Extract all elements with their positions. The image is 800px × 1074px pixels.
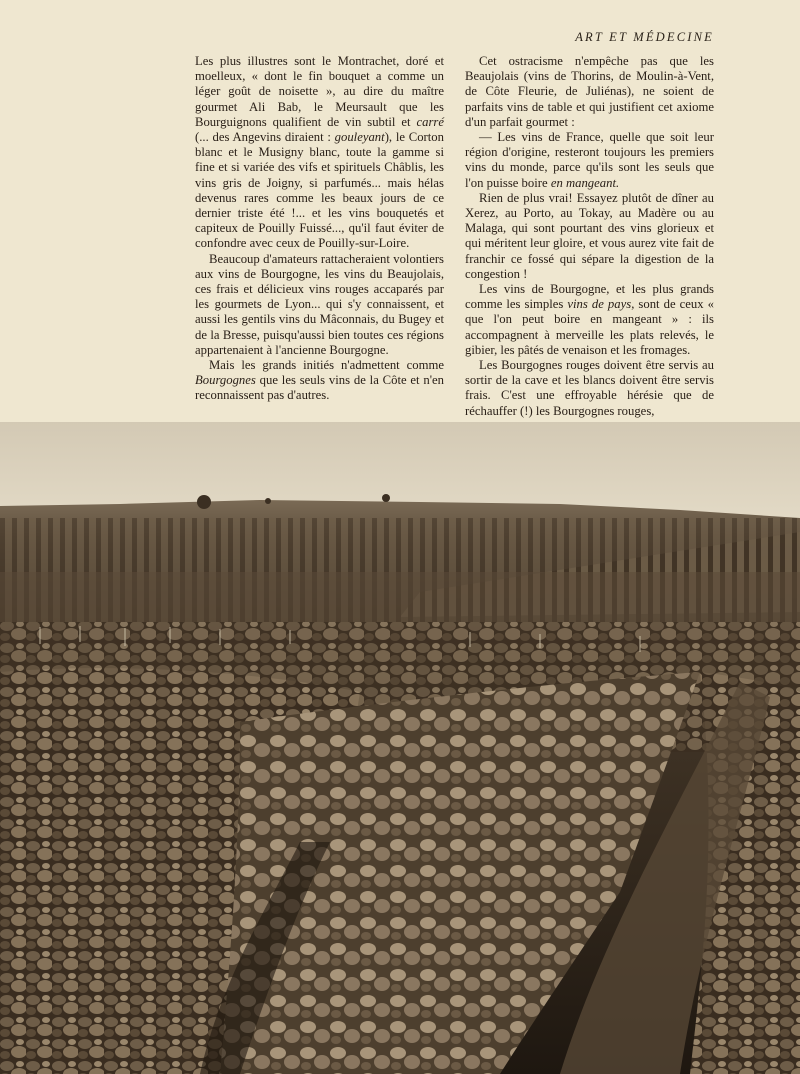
text-run: Beaucoup d'amateurs rattacheraient volontiers aux vins de Bourgogne, les vins du Beaujolais, ces frais et délicieux vins rouges accaparés par les gourmets de Lyon... qui s'y connaissent, et aussi les gentils vins du Mâconnais, du Bugey et de la Bresse, puisqu'aussi bien toutes ces régions appartenaient à l'ancienne Bourgogne. — [195, 251, 444, 357]
running-header: ART ET MÉDECINE — [575, 30, 714, 44]
text-run: Les vins de Bourgogne, et les plus grands comme les simples — [465, 282, 714, 312]
paragraph — [465, 130, 714, 191]
text-run: Les Bourgognes rouges doivent être servis au sortir de la cave et les blancs doivent être servis frais. C'est une effroyable hérésie que de réchauffer (!) les Bourgognes rouges, — [465, 358, 714, 418]
text-run: Rien de plus vrai! Essayez plutôt de dîner au Xerez, au Porto, au Tokay, au Madère ou au Malaga, qui sont pourtant des vins glorieux et qui méritent leur gloire, et vous aurez vite fait de franchir ce fossé qui sépare la digestion de la congestion ! — [465, 190, 714, 281]
text-run: — Les vins de France, quelle que soit leur région d'origine, resteront toujours les premiers vins du monde, parce qu'ils sont les seuls que l'on puisse boire — [465, 130, 714, 190]
paragraph — [195, 358, 444, 404]
italic-text: Bourgognes — [195, 373, 256, 388]
italic-text: gouleyant — [334, 130, 385, 145]
text-run: Les plus illustres sont le Montrachet, doré et moelleux, « dont le fin bouquet a comme un léger goût de noisette », au dire du maître gourmet Ali Bab, le Meursault que les Bourguignons qualifient de vin subtil et — [195, 54, 444, 129]
paragraph — [465, 358, 714, 419]
italic-text: en mangeant. — [550, 175, 620, 190]
right-column — [465, 54, 714, 419]
paragraph — [195, 54, 444, 252]
text-run: Mais les grands initiés n'admettent comme — [209, 358, 444, 373]
text-run: ), le Corton blanc et le Musigny blanc, toute la gamme si fine et si variée des vifs et spirituels Châblis, les vins gris de Joigny, si parfumés... mais hélas devenus rares comme les beaux jours de ce dernier triste été !... et les vins bouquetés et capiteux de Pouilly Fuissé..., qu'il faut éviter de confondre avec ceux de Pouilly-sur-Loire. — [195, 130, 444, 251]
article-body — [195, 54, 715, 418]
paragraph — [465, 191, 714, 282]
text-run: que les seuls vins de la Côte et n'en reconnaissent pas d'autres. — [195, 373, 444, 403]
text-run: , sont de ceux « que l'on peut boire en mangeant » : ils accompagnent à merveille les plats relevés, le gibier, les pâtés de venaison et les fromages. — [465, 297, 715, 357]
text-run: Cet ostracisme n'empêche pas que les Beaujolais (vins de Thorins, de Moulin-à-Vent, de Côte Fleurie, de Juliénas), ne soient de parfaits vins de table et qui justifient cet axiome d'un parfait gourmet : — [465, 54, 714, 129]
italic-text: vins de pays — [567, 297, 632, 312]
paragraph — [465, 282, 714, 358]
distant-bush — [197, 495, 211, 509]
paragraph — [465, 54, 714, 130]
italic-text: carré — [416, 114, 444, 129]
paragraph — [195, 252, 444, 358]
vineyard-photograph — [0, 422, 800, 1074]
text-run: (... des Angevins diraient : — [195, 130, 335, 145]
left-column — [195, 54, 444, 404]
